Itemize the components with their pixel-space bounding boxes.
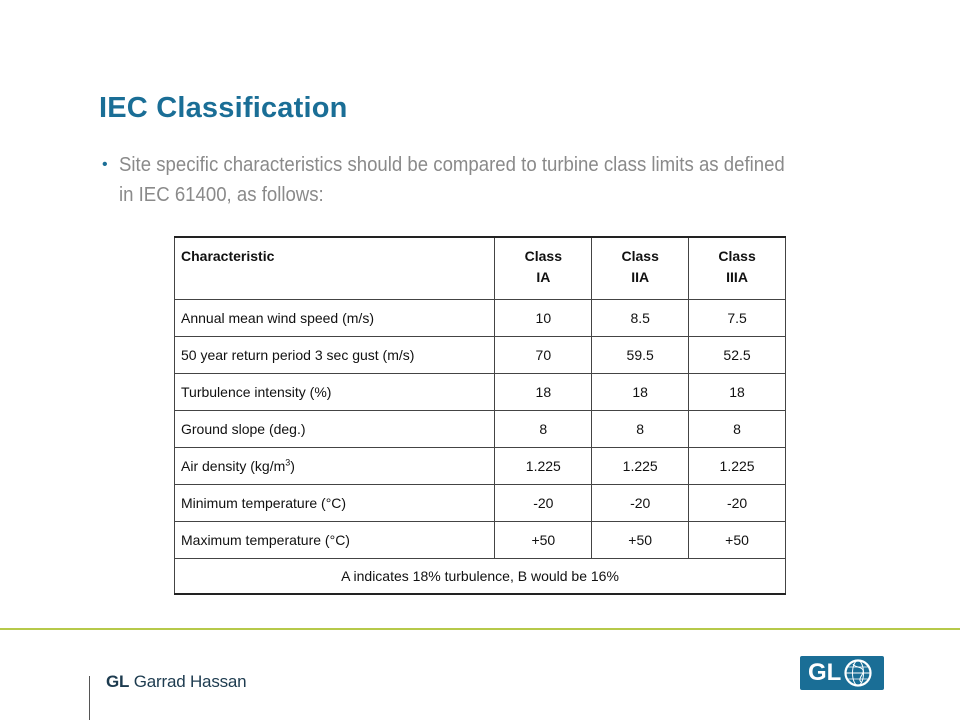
slide-title: IEC Classification bbox=[99, 92, 348, 124]
cell-class-iia: +50 bbox=[592, 521, 689, 558]
cell-class-iia: 1.225 bbox=[592, 447, 689, 484]
table-note-row bbox=[175, 558, 786, 594]
cell-class-iiia: +50 bbox=[689, 521, 786, 558]
cell-class-ia: -20 bbox=[495, 484, 592, 521]
table-header-row bbox=[175, 237, 786, 299]
footer-vertical-rule bbox=[89, 676, 90, 720]
cell-class-iiia: 8 bbox=[689, 410, 786, 447]
cell-class-iia: 8.5 bbox=[592, 299, 689, 336]
cell-class-iia: 59.5 bbox=[592, 336, 689, 373]
cell-class-iiia: 1.225 bbox=[689, 447, 786, 484]
bullet-item bbox=[102, 150, 842, 210]
iec-class-table bbox=[174, 236, 786, 595]
table-row bbox=[175, 484, 786, 521]
cell-class-ia: 10 bbox=[495, 299, 592, 336]
header-class-iia: Class IIA bbox=[592, 237, 689, 299]
table-row bbox=[175, 336, 786, 373]
row-label: Annual mean wind speed (m/s) bbox=[175, 299, 495, 336]
row-label: Turbulence intensity (%) bbox=[175, 373, 495, 410]
cell-class-ia: 70 bbox=[495, 336, 592, 373]
company-prefix: GL bbox=[106, 672, 130, 691]
company-logo-text bbox=[106, 672, 246, 692]
row-label: 50 year return period 3 sec gust (m/s) bbox=[175, 336, 495, 373]
table-row bbox=[175, 299, 786, 336]
badge-text: GL bbox=[808, 659, 842, 686]
gl-logo-badge bbox=[800, 656, 884, 690]
cell-class-iia: 18 bbox=[592, 373, 689, 410]
row-label: Ground slope (deg.) bbox=[175, 410, 495, 447]
table-row bbox=[175, 521, 786, 558]
bullet-text: Site specific characteristics should be compared to turbine class limits as defined in IEC 61400, as follows: bbox=[119, 154, 785, 206]
table-row bbox=[175, 373, 786, 410]
table-row bbox=[175, 447, 786, 484]
bullet-dot-icon: • bbox=[102, 156, 108, 173]
cell-class-ia: 1.225 bbox=[495, 447, 592, 484]
cell-class-ia: 8 bbox=[495, 410, 592, 447]
company-name: Garrad Hassan bbox=[133, 672, 247, 691]
table-note: A indicates 18% turbulence, B would be 16% bbox=[175, 558, 786, 594]
row-label: Minimum temperature (°C) bbox=[175, 484, 495, 521]
table-row bbox=[175, 410, 786, 447]
cell-class-iia: 8 bbox=[592, 410, 689, 447]
row-label: Maximum temperature (°C) bbox=[175, 521, 495, 558]
header-class-ia: Class IA bbox=[495, 237, 592, 299]
cell-class-iiia: 52.5 bbox=[689, 336, 786, 373]
cell-class-ia: 18 bbox=[495, 373, 592, 410]
cell-class-iia: -20 bbox=[592, 484, 689, 521]
row-label: Air density $(kg/m^3)$ bbox=[175, 447, 495, 484]
cell-class-iiia: -20 bbox=[689, 484, 786, 521]
header-class-iiia: Class IIIA bbox=[689, 237, 786, 299]
header-characteristic: Characteristic bbox=[175, 237, 495, 299]
cell-class-iiia: 18 bbox=[689, 373, 786, 410]
footer-divider bbox=[0, 628, 960, 630]
cell-class-iiia: 7.5 bbox=[689, 299, 786, 336]
globe-icon bbox=[843, 658, 873, 688]
cell-class-ia: +50 bbox=[495, 521, 592, 558]
